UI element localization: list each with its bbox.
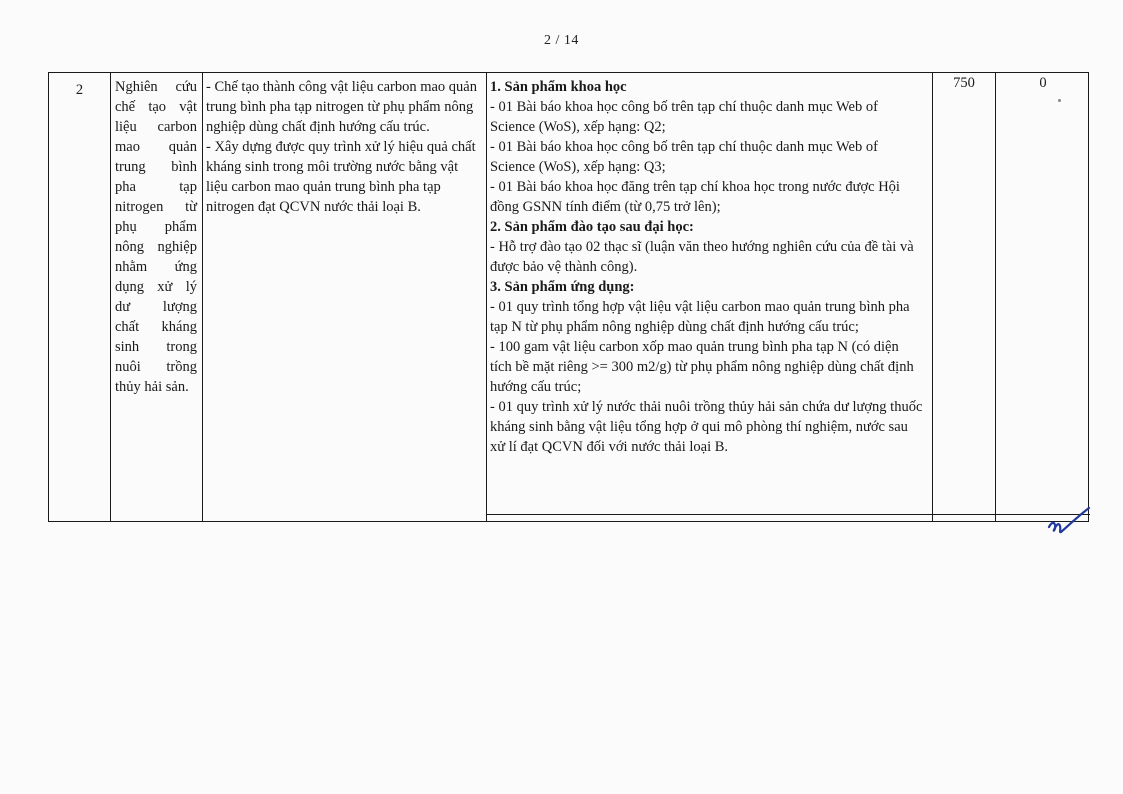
project-table — [48, 72, 1089, 522]
project-name-line: thủy hải sản. — [115, 379, 189, 395]
cell-budget-1 — [933, 73, 996, 521]
scan-dot — [1058, 99, 1061, 102]
project-name-line: nuôi trồng — [115, 359, 197, 375]
science-product-item: - 01 Bài báo khoa học đăng trên tạp chí khoa học trong nước được Hội đồng GSNN tính điểm (từ 0,75 trở lên); — [490, 179, 900, 215]
application-product-item: - 01 quy trình tổng hợp vật liệu vật liệu carbon mao quản trung bình pha tạp N từ phụ phẩm nông nghiệp dùng chất định hướng cấu trúc; — [490, 299, 910, 335]
training-product-item: - Hỗ trợ đào tạo 02 thạc sĩ (luận văn theo hướng nghiên cứu của đề tài và được bảo vệ thành công). — [490, 239, 914, 275]
project-name-line: Nghiên cứu — [115, 79, 197, 95]
objective-item: - Xây dựng được quy trình xử lý hiệu quả chất kháng sinh trong môi trường nước bằng vật liệu carbon mao quản trung bình pha tạp nitrogen đạt QCVN nước thải loại B. — [206, 139, 476, 215]
science-products-heading: 1. Sản phẩm khoa học — [490, 79, 627, 95]
budget-1-value: 750 — [953, 75, 975, 91]
project-name-line: trung bình — [115, 159, 197, 175]
project-name-line: mao quản — [115, 139, 197, 155]
project-name-line: nông nghiệp — [115, 239, 197, 255]
objective-item: - Chế tạo thành công vật liệu carbon mao quản trung bình pha tạp nitrogen từ phụ phẩm nông nghiệp dùng chất định hướng cấu trúc. — [206, 79, 477, 135]
application-products-heading: 3. Sản phẩm ứng dụng: — [490, 279, 635, 295]
science-product-item: - 01 Bài báo khoa học công bố trên tạp chí thuộc danh mục Web of Science (WoS), xếp hạng: Q3; — [490, 139, 878, 175]
cell-stt: 2 — [49, 73, 111, 521]
training-products-heading: 2. Sản phẩm đào tạo sau đại học: — [490, 219, 694, 235]
project-name-line: chế tạo vật — [115, 99, 197, 115]
application-product-item: - 100 gam vật liệu carbon xốp mao quản trung bình pha tạp N (có diện tích bề mặt riêng >= 300 m2/g) từ phụ phẩm nông nghiệp dùng chất định hướng cấu trúc; — [490, 339, 914, 395]
project-name-line: dư lượng — [115, 299, 197, 315]
signature-initial-icon — [1045, 505, 1093, 539]
project-name-line: chất kháng — [115, 319, 197, 335]
cell-project-name — [111, 73, 203, 521]
budget-2-value: 0 — [1039, 75, 1047, 91]
cell-products — [487, 73, 933, 521]
project-name-line: phụ phẩm — [115, 219, 197, 235]
application-product-item: - 01 quy trình xử lý nước thải nuôi trồng thủy hải sản chứa dư lượng thuốc kháng sinh bằng vật liệu tổng hợp ở qui mô phòng thí nghiệm, nước sau xử lí đạt QCVN đối với nước thải loại B. — [490, 399, 923, 455]
project-name-line: liệu carbon — [115, 119, 197, 135]
page-number: 2 / 14 — [544, 33, 579, 48]
cell-objectives — [203, 73, 487, 521]
project-name-line: sinh trong — [115, 339, 197, 355]
cell-budget-2 — [996, 73, 1090, 521]
project-name-line: dụng xử lý — [115, 279, 197, 295]
science-product-item: - 01 Bài báo khoa học công bố trên tạp chí thuộc danh mục Web of Science (WoS), xếp hạng: Q2; — [490, 99, 878, 135]
project-name-line: nitrogen từ — [115, 199, 197, 215]
project-name-line: nhằm ứng — [115, 259, 197, 275]
project-name-line: pha tạp — [115, 179, 197, 195]
